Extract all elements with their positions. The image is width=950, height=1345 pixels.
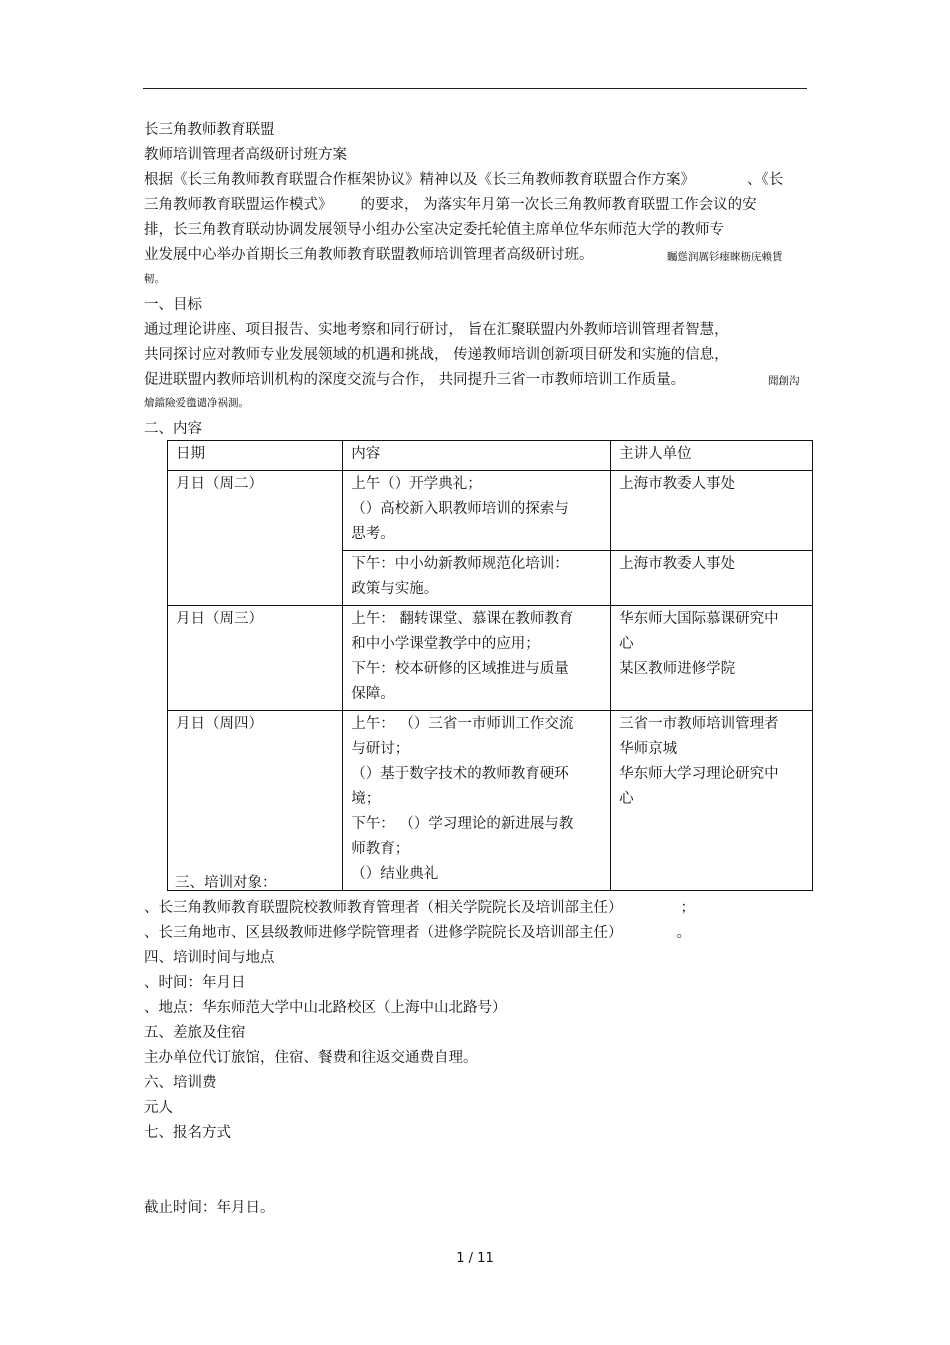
fee-text: 元人 [144, 1100, 173, 1116]
audience-item-1: 、长三角教师教育联盟院校教师教育管理者（相关学院院长及培训部主任） ； [144, 900, 695, 916]
garbled-text-3: 聞創沟 [768, 375, 800, 387]
training-place: 、地点：华东师范大学中山北路校区（上海中山北路号） [144, 1000, 507, 1016]
header-speaker: 主讲人单位 [611, 441, 813, 471]
registration-deadline: 截止时间：年月日。 [144, 1200, 275, 1216]
intro-line-1: 根据《长三角教师教育联盟合作框架协议》精神以及《长三角教师教育联盟合作方案》 、《长 [144, 172, 784, 188]
content-cell: 上午（）开学典礼； （）高校新入职教师培训的探索与 思考。 [343, 471, 611, 551]
garbled-text-1: 矚慫润厲钐瘗睞枥庑赖賃 [667, 251, 783, 263]
table-row [168, 606, 813, 711]
garbled-text-2: 軔。 [144, 273, 165, 285]
speaker-cell: 三省一市教师培训管理者 华师京城 华东师大学习理论研究中 心 [611, 711, 813, 891]
schedule-table [167, 440, 813, 891]
speaker-cell: 华东师大国际慕课研究中 心 某区教师进修学院 [611, 606, 813, 711]
header-rule [143, 88, 807, 89]
training-time: 、时间：年月日 [144, 975, 246, 991]
goal-line-2: 共同探讨应对教师专业发展领域的机遇和挑战， 传递教师培训创新项目研发和实施的信息， [144, 347, 729, 363]
content-cell: 上午： （）三省一市师训工作交流 与研讨； （）基于数字技术的教师教育硬环 境； 下午： （）学习理论的新进展与教 师教育； （）结业典礼 [343, 711, 611, 891]
goal-line-3: 促进联盟内教师培训机构的深度交流与合作， 共同提升三省一市教师培训工作质量。 [144, 372, 686, 388]
intro-line-4: 业发展中心举办首期长三角教师教育联盟教师培训管理者高级研讨班。 [144, 247, 594, 263]
table-row [168, 711, 813, 891]
speaker-cell: 上海市教委人事处 [611, 551, 813, 606]
section-fee-heading: 六、培训费 [144, 1075, 217, 1091]
intro-line-3: 排，长三角教育联动协调发展领导小组办公室决定委托轮值主席单位华东师范大学的教师专 [144, 222, 724, 238]
date-cell: 月日（周四） [168, 711, 343, 891]
travel-text: 主办单位代订旅馆，住宿、餐费和往返交通费自理。 [144, 1050, 478, 1066]
date-cell: 月日（周三） [168, 606, 343, 711]
content-cell: 下午：中小幼新教师规范化培训： 政策与实施。 [343, 551, 611, 606]
document-title: 教师培训管理者高级研讨班方案 [144, 147, 347, 163]
section-travel-heading: 五、差旅及住宿 [144, 1025, 246, 1041]
table-row [168, 471, 813, 551]
section-content-heading: 二、内容 [144, 421, 202, 437]
section-registration-heading: 七、报名方式 [144, 1125, 231, 1141]
table-header-row [168, 441, 813, 471]
intro-line-2: 三角教师教育联盟运作模式》 的要求， 为落实年月第一次长三角教师教育联盟工作会议的安 [144, 197, 757, 213]
garbled-text-4: 燴鐺險爱氇谴净祸測。 [144, 397, 249, 409]
section-goal-heading: 一、目标 [144, 297, 202, 313]
page-number: 1 / 11 [456, 1251, 494, 1266]
header-content: 内容 [343, 441, 611, 471]
goal-line-1: 通过理论讲座、项目报告、实地考察和同行研讨， 旨在汇聚联盟内外教师培训管理者智慧， [144, 322, 729, 338]
section-audience-heading: 三、培训对象： [175, 875, 277, 891]
content-cell: 上午： 翻转课堂、慕课在教师教育 和中小学课堂教学中的应用； 下午：校本研修的区域推进与质量 保障。 [343, 606, 611, 711]
speaker-cell: 上海市教委人事处 [611, 471, 813, 551]
date-cell: 月日（周二） [168, 471, 343, 606]
header-date: 日期 [168, 441, 343, 471]
audience-item-2: 、长三角地市、区县级教师进修学院管理者（进修学院院长及培训部主任） 。 [144, 925, 691, 941]
org-name: 长三角教师教育联盟 [144, 122, 275, 138]
section-time-place-heading: 四、培训时间与地点 [144, 950, 275, 966]
